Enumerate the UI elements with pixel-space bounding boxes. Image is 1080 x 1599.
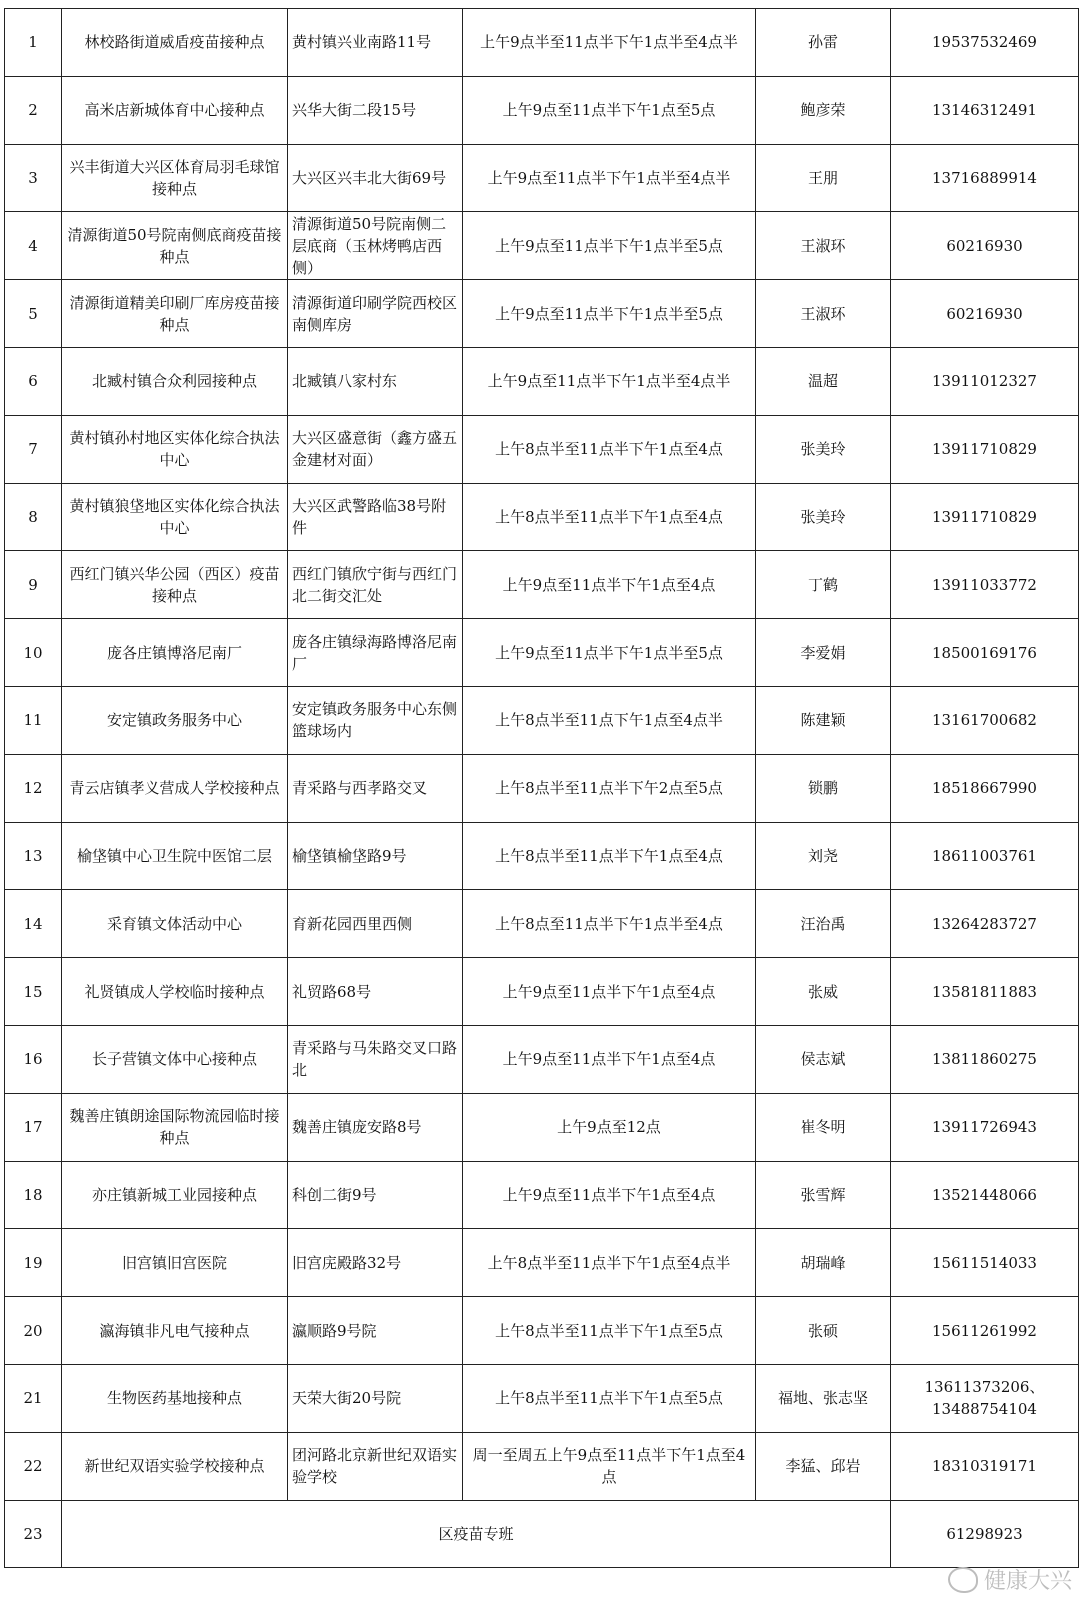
- table-row: [5, 1229, 1079, 1297]
- contact-person: 温超: [756, 347, 891, 415]
- contact-person: 张雪辉: [756, 1161, 891, 1229]
- site-name: 北臧村镇合众利园接种点: [62, 347, 288, 415]
- contact-phone: 13161700682: [891, 686, 1079, 754]
- contact-phone: 61298923: [891, 1500, 1079, 1568]
- table-row: [5, 1432, 1079, 1500]
- service-hours: 上午9点至11点半下午1点半至5点: [463, 280, 756, 348]
- site-name: 黄村镇孙村地区实体化综合执法中心: [62, 415, 288, 483]
- service-hours: 上午9点至11点半下午1点至4点: [463, 551, 756, 619]
- site-name: 兴丰街道大兴区体育局羽毛球馆接种点: [62, 144, 288, 212]
- contact-person: 锁鹏: [756, 754, 891, 822]
- site-address: 青采路与马朱路交叉口路北: [288, 1025, 463, 1093]
- table-row: [5, 1297, 1079, 1365]
- contact-phone: 13521448066: [891, 1161, 1079, 1229]
- contact-phone: 13811860275: [891, 1025, 1079, 1093]
- row-number: 2: [5, 76, 62, 144]
- contact-phone: 15611261992: [891, 1297, 1079, 1365]
- service-hours: 上午8点半至11点半下午1点至4点: [463, 822, 756, 890]
- site-name: 高米店新城体育中心接种点: [62, 76, 288, 144]
- site-name: 瀛海镇非凡电气接种点: [62, 1297, 288, 1365]
- contact-person: 张美玲: [756, 483, 891, 551]
- contact-person: 王淑环: [756, 280, 891, 348]
- contact-person: 刘尧: [756, 822, 891, 890]
- contact-phone: 13911012327: [891, 347, 1079, 415]
- site-address: 兴华大街二段15号: [288, 76, 463, 144]
- contact-phone: 13911726943: [891, 1093, 1079, 1161]
- site-address: 大兴区盛意街（鑫方盛五金建材对面）: [288, 415, 463, 483]
- table-row-summary: [5, 1500, 1079, 1568]
- site-name: 礼贤镇成人学校临时接种点: [62, 958, 288, 1026]
- contact-phone: 13911710829: [891, 483, 1079, 551]
- service-hours: 上午9点至11点半下午1点半至4点半: [463, 144, 756, 212]
- contact-person: 王朋: [756, 144, 891, 212]
- vaccination-sites-table: [4, 8, 1079, 1568]
- contact-person: 侯志斌: [756, 1025, 891, 1093]
- row-number: 18: [5, 1161, 62, 1229]
- site-name: 安定镇政务服务中心: [62, 686, 288, 754]
- site-name: 黄村镇狼垡地区实体化综合执法中心: [62, 483, 288, 551]
- site-address: 旧宫庑殿路32号: [288, 1229, 463, 1297]
- table-row: [5, 551, 1079, 619]
- site-address: 北臧镇八家村东: [288, 347, 463, 415]
- contact-person: 王淑环: [756, 212, 891, 280]
- contact-phone: 13911033772: [891, 551, 1079, 619]
- table-row: [5, 686, 1079, 754]
- site-name: 旧宫镇旧宫医院: [62, 1229, 288, 1297]
- service-hours: 上午8点至11点半下午1点半至4点: [463, 890, 756, 958]
- site-name: 青云店镇孝义营成人学校接种点: [62, 754, 288, 822]
- contact-phone: 18611003761: [891, 822, 1079, 890]
- row-number: 7: [5, 415, 62, 483]
- service-hours: 上午9点至11点半下午1点半至5点: [463, 212, 756, 280]
- table-row: [5, 754, 1079, 822]
- contact-phone: 18310319171: [891, 1432, 1079, 1500]
- site-address: 庞各庄镇绿海路博洛尼南厂: [288, 619, 463, 687]
- row-number: 22: [5, 1432, 62, 1500]
- service-hours: 上午8点半至11点下午1点至4点半: [463, 686, 756, 754]
- contact-person: 福地、张志坚: [756, 1364, 891, 1432]
- site-address: 黄村镇兴业南路11号: [288, 9, 463, 77]
- row-number: 4: [5, 212, 62, 280]
- contact-person: 丁鹤: [756, 551, 891, 619]
- service-hours: 上午8点半至11点半下午2点至5点: [463, 754, 756, 822]
- table-row: [5, 619, 1079, 687]
- contact-phone: 60216930: [891, 280, 1079, 348]
- service-hours: 上午9点至11点半下午1点至5点: [463, 76, 756, 144]
- row-number: 23: [5, 1500, 62, 1568]
- site-address: 大兴区兴丰北大街69号: [288, 144, 463, 212]
- site-address: 魏善庄镇庞安路8号: [288, 1093, 463, 1161]
- table-row: [5, 280, 1079, 348]
- district-vaccine-team: 区疫苗专班: [62, 1500, 891, 1568]
- row-number: 20: [5, 1297, 62, 1365]
- site-name: 西红门镇兴华公园（西区）疫苗接种点: [62, 551, 288, 619]
- site-name: 魏善庄镇朗途国际物流园临时接种点: [62, 1093, 288, 1161]
- site-address: 青采路与西孝路交叉: [288, 754, 463, 822]
- site-address: 团河路北京新世纪双语实验学校: [288, 1432, 463, 1500]
- contact-person: 胡瑞峰: [756, 1229, 891, 1297]
- table-row: [5, 347, 1079, 415]
- row-number: 10: [5, 619, 62, 687]
- site-address: 大兴区武警路临38号附件: [288, 483, 463, 551]
- site-name: 清源街道50号院南侧底商疫苗接种点: [62, 212, 288, 280]
- contact-person: 汪治禹: [756, 890, 891, 958]
- site-name: 采育镇文体活动中心: [62, 890, 288, 958]
- row-number: 16: [5, 1025, 62, 1093]
- site-address: 天荣大街20号院: [288, 1364, 463, 1432]
- contact-phone: 19537532469: [891, 9, 1079, 77]
- row-number: 9: [5, 551, 62, 619]
- contact-phone: 18500169176: [891, 619, 1079, 687]
- row-number: 6: [5, 347, 62, 415]
- site-address: 科创二街9号: [288, 1161, 463, 1229]
- service-hours: 上午9点至11点半下午1点至4点: [463, 1025, 756, 1093]
- contact-person: 陈建颖: [756, 686, 891, 754]
- contact-person: 张硕: [756, 1297, 891, 1365]
- site-address: 礼贸路68号: [288, 958, 463, 1026]
- contact-phone: 18518667990: [891, 754, 1079, 822]
- service-hours: 上午9点至11点半下午1点半至4点半: [463, 347, 756, 415]
- row-number: 5: [5, 280, 62, 348]
- contact-person: 张威: [756, 958, 891, 1026]
- table-row: [5, 958, 1079, 1026]
- contact-person: 李猛、邱岩: [756, 1432, 891, 1500]
- site-name: 亦庄镇新城工业园接种点: [62, 1161, 288, 1229]
- contact-phone: 13146312491: [891, 76, 1079, 144]
- row-number: 11: [5, 686, 62, 754]
- site-address: 清源街道印刷学院西校区南侧库房: [288, 280, 463, 348]
- table-row: [5, 1025, 1079, 1093]
- service-hours: 上午9点至11点半下午1点至4点: [463, 1161, 756, 1229]
- row-number: 3: [5, 144, 62, 212]
- table-row: [5, 1161, 1079, 1229]
- service-hours: 上午8点半至11点半下午1点至4点: [463, 415, 756, 483]
- site-address: 瀛顺路9号院: [288, 1297, 463, 1365]
- service-hours: 上午9点至12点: [463, 1093, 756, 1161]
- table-row: [5, 212, 1079, 280]
- contact-phone: 60216930: [891, 212, 1079, 280]
- service-hours: 上午9点至11点半下午1点半至5点: [463, 619, 756, 687]
- contact-phone: 15611514033: [891, 1229, 1079, 1297]
- site-name: 林校路街道威盾疫苗接种点: [62, 9, 288, 77]
- watermark-text: 健康大兴: [983, 1569, 1072, 1594]
- row-number: 13: [5, 822, 62, 890]
- contact-phone: 13911710829: [891, 415, 1079, 483]
- site-address: 育新花园西里西侧: [288, 890, 463, 958]
- service-hours: 上午8点半至11点半下午1点至5点: [463, 1297, 756, 1365]
- row-number: 17: [5, 1093, 62, 1161]
- contact-phone: 13611373206、13488754104: [891, 1364, 1079, 1432]
- contact-phone: 13581811883: [891, 958, 1079, 1026]
- table-row: [5, 890, 1079, 958]
- site-name: 新世纪双语实验学校接种点: [62, 1432, 288, 1500]
- service-hours: 上午8点半至11点半下午1点至4点: [463, 483, 756, 551]
- service-hours: 上午9点半至11点半下午1点半至4点半: [463, 9, 756, 77]
- table-row: [5, 483, 1079, 551]
- row-number: 1: [5, 9, 62, 77]
- contact-person: 张美玲: [756, 415, 891, 483]
- site-address: 西红门镇欣宁街与西红门北二街交汇处: [288, 551, 463, 619]
- row-number: 8: [5, 483, 62, 551]
- service-hours: 上午8点半至11点半下午1点至5点: [463, 1364, 756, 1432]
- contact-phone: 13716889914: [891, 144, 1079, 212]
- table-row: [5, 1093, 1079, 1161]
- table-row: [5, 822, 1079, 890]
- table-row: [5, 1364, 1079, 1432]
- table-row: [5, 76, 1079, 144]
- row-number: 12: [5, 754, 62, 822]
- service-hours: 上午8点半至11点半下午1点至4点半: [463, 1229, 756, 1297]
- weibo-icon: [948, 1567, 978, 1593]
- watermark: [948, 1564, 1072, 1595]
- row-number: 15: [5, 958, 62, 1026]
- table-row: [5, 9, 1079, 77]
- contact-person: 李爱娟: [756, 619, 891, 687]
- table-row: [5, 415, 1079, 483]
- contact-person: 鲍彦荣: [756, 76, 891, 144]
- site-name: 庞各庄镇博洛尼南厂: [62, 619, 288, 687]
- table-body: [5, 9, 1079, 1568]
- contact-person: 孙雷: [756, 9, 891, 77]
- site-address: 安定镇政务服务中心东侧篮球场内: [288, 686, 463, 754]
- site-name: 榆垡镇中心卫生院中医馆二层: [62, 822, 288, 890]
- site-name: 长子营镇文体中心接种点: [62, 1025, 288, 1093]
- site-name: 清源街道精美印刷厂库房疫苗接种点: [62, 280, 288, 348]
- service-hours: 上午9点至11点半下午1点至4点: [463, 958, 756, 1026]
- contact-phone: 13264283727: [891, 890, 1079, 958]
- row-number: 14: [5, 890, 62, 958]
- site-address: 榆垡镇榆垡路9号: [288, 822, 463, 890]
- table-row: [5, 144, 1079, 212]
- row-number: 19: [5, 1229, 62, 1297]
- site-address: 清源街道50号院南侧二层底商（玉林烤鸭店西侧）: [288, 212, 463, 280]
- row-number: 21: [5, 1364, 62, 1432]
- site-name: 生物医药基地接种点: [62, 1364, 288, 1432]
- contact-person: 崔冬明: [756, 1093, 891, 1161]
- service-hours: 周一至周五上午9点至11点半下午1点至4点: [463, 1432, 756, 1500]
